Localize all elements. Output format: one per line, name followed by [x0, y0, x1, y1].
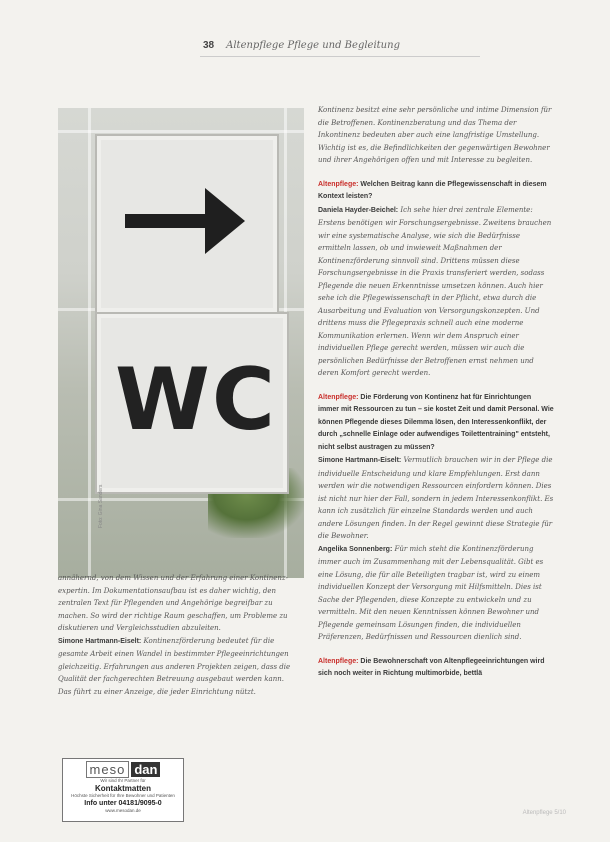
question-text: Die Förderung von Kontinenz hat für Einrichtungen immer mit Ressourcen zu tun – sie kostet Zeit und damit Personal. Wie können Pflegende dieses Dilemma lösen, den Interessenkonflikt, der durch „schnelle Einlage oder aufwendiges Toilettentraining" entsteht, nicht selbst austragen zu müssen?: [318, 393, 554, 451]
page-folio: Altenpflege 5/10: [522, 810, 566, 816]
question-text: Die Bewohnerschaft von Altenpflegeeinrichtungen wird sich noch weiter in Richtung multimorbide, bettlä: [318, 657, 545, 677]
interview-question: [318, 656, 554, 681]
speaker-name: Daniela Hayder-Beichel:: [318, 206, 399, 214]
ad-url[interactable]: www.mesodan.de: [105, 808, 141, 813]
ad-phone: Info unter 04181/9095-0: [84, 800, 162, 807]
answer-paragraph: [318, 454, 554, 543]
speaker-name: Angelika Sonnenberg:: [318, 545, 393, 553]
arrow-sign: [95, 134, 279, 314]
page-number: 38: [203, 40, 215, 51]
question-text: Welchen Beitrag kann die Pflegewissenschaft in diesem Kontext leisten?: [318, 180, 547, 200]
right-column: [318, 104, 554, 681]
answer-paragraph: [318, 543, 554, 644]
question-tag: Altenpflege:: [318, 657, 359, 665]
answer-paragraph: [58, 635, 296, 699]
running-header: [203, 40, 400, 51]
left-column: [58, 572, 296, 698]
section-title: Altenpflege Pflege und Begleitung: [226, 40, 400, 51]
advertisement[interactable]: [62, 758, 184, 822]
answer-text: Kontinenzförderung bedeutet für die gesamte Arbeit einen Wandel in bestimmter Pflegeeinrichtungen gleichzeitig. Erfahrungen aus anderen Projekten zeigen, dass die Qualität der fachgerechten Betreuung ausgebaut werden kann. Das führt zu einer Anzeige, die jeder Einrichtung nützt.: [58, 636, 291, 696]
answer-text: Vermutlich brauchen wir in der Pflege die individuelle Entscheidung und klare Empfehlungen. Erst dann werden wir die notwendigen Ressourcen einfordern können. Dies ist nicht nur hier der Fall, sondern in jedem Interessenkonflikt. Es kann ich zusätzlich für einzelne Standards werden und auch andere Lösungen finden. In der Regel gewinnt diese Strategie für die Bewohner.: [318, 456, 554, 540]
glass-block-line: [88, 108, 91, 578]
answer-text: Ich sehe hier drei zentrale Elemente: Erstens benötigen wir Forschungsergebnisse. Zweitens brauchen wir eine systematische Analyse, wie sich die Bedürfnisse ermitteln lassen, ob und inwieweit Maßnahmen der Kontinenzförderung sinnvoll sind. Drittens müssen diese Forschungsergebnisse in die Praxis transferiert werden, sodass Pflegende die neuen Erkenntnisse umsetzen können. Auch hier sehe ich die Pflegewissenschaft in der Pflicht, etwa durch die Ausarbeitung und Evaluation von Versorgungskonzepten. Und drittens muss die Pflegepraxis schnell auch eine moderne Kommunikation erlernen. Wenn wir dem Anspruch einer individuellen Pflege gerecht werden, müssen wir auch die persönlichen Bedürfnisse der Betroffenen ernst nehmen und deren Komfort gerecht werden.: [318, 205, 552, 377]
question-tag: Altenpflege:: [318, 393, 359, 401]
glass-block-line: [58, 130, 304, 133]
wc-sign: [95, 312, 289, 494]
photo-credit: Foto: Gina Sanders: [98, 484, 104, 528]
ad-tagline: Höchste Sicherheit für Ihre Bewohner und Patienten: [71, 793, 175, 798]
answer-text: Für mich steht die Kontinenzförderung immer auch im Zusammenhang mit der Lebensqualität. Gibt es eine Lösung, die für alle Beteiligten tragbar ist, wird zu einem individuellen Konzept der Versorgung mit Hilfsmitteln. Dies ist Sache der Pflegenden, diese Konzepte zu entwickeln und zu vermitteln. Mit den neuen Kenntnissen können Bewohner und Pflegende gemeinsam Lösungen finden, die individuellen Präferenzen, Bedürfnissen und Ressourcen dienlich sind.: [318, 544, 544, 641]
ad-logo-left: meso: [86, 761, 130, 778]
interview-question: [318, 392, 554, 455]
ad-logo-right: dan: [131, 762, 160, 777]
header-rule: [200, 56, 480, 57]
speaker-name: Simone Hartmann-Eiselt:: [318, 457, 402, 464]
ad-subline: Wir sind Ihr Partner für: [100, 778, 146, 783]
answer-paragraph: [318, 204, 554, 380]
wc-sign-label: WC: [115, 350, 277, 450]
intro-paragraph: Kontinenz besitzt eine sehr persönliche und intime Dimension für die Betroffenen. Kontinenzberatung und das Thema der Inkontinenz bedeuten aber auch eine langfristige Umstellung. Wichtig ist es, die Befindlichkeiten der gegenwärtigen Bewohner und ihrer Angehörigen offen und mit Interesse zu begleiten.: [318, 106, 552, 164]
speaker-name: Simone Hartmann-Eiselt:: [58, 637, 142, 645]
ad-logo: [63, 761, 183, 778]
ad-product: Kontaktmatten: [94, 784, 151, 793]
interview-question: [318, 179, 554, 204]
arrow-right-icon: [125, 176, 245, 266]
question-tag: Altenpflege:: [318, 180, 359, 188]
wc-sign-photo: [58, 108, 304, 578]
body-paragraph: annähernd, von dem Wissen und der Erfahrung einer Kontinenz-expertin. Im Dokumentationsaufbau ist es daher wichtig, den zentralen Text für Pflegenden und Angehörige begreifbar zu machen. So wird der richtige Raum geschaffen, um Probleme zu diskutieren und Vergleichsstudien abzuleiten.: [58, 574, 288, 632]
